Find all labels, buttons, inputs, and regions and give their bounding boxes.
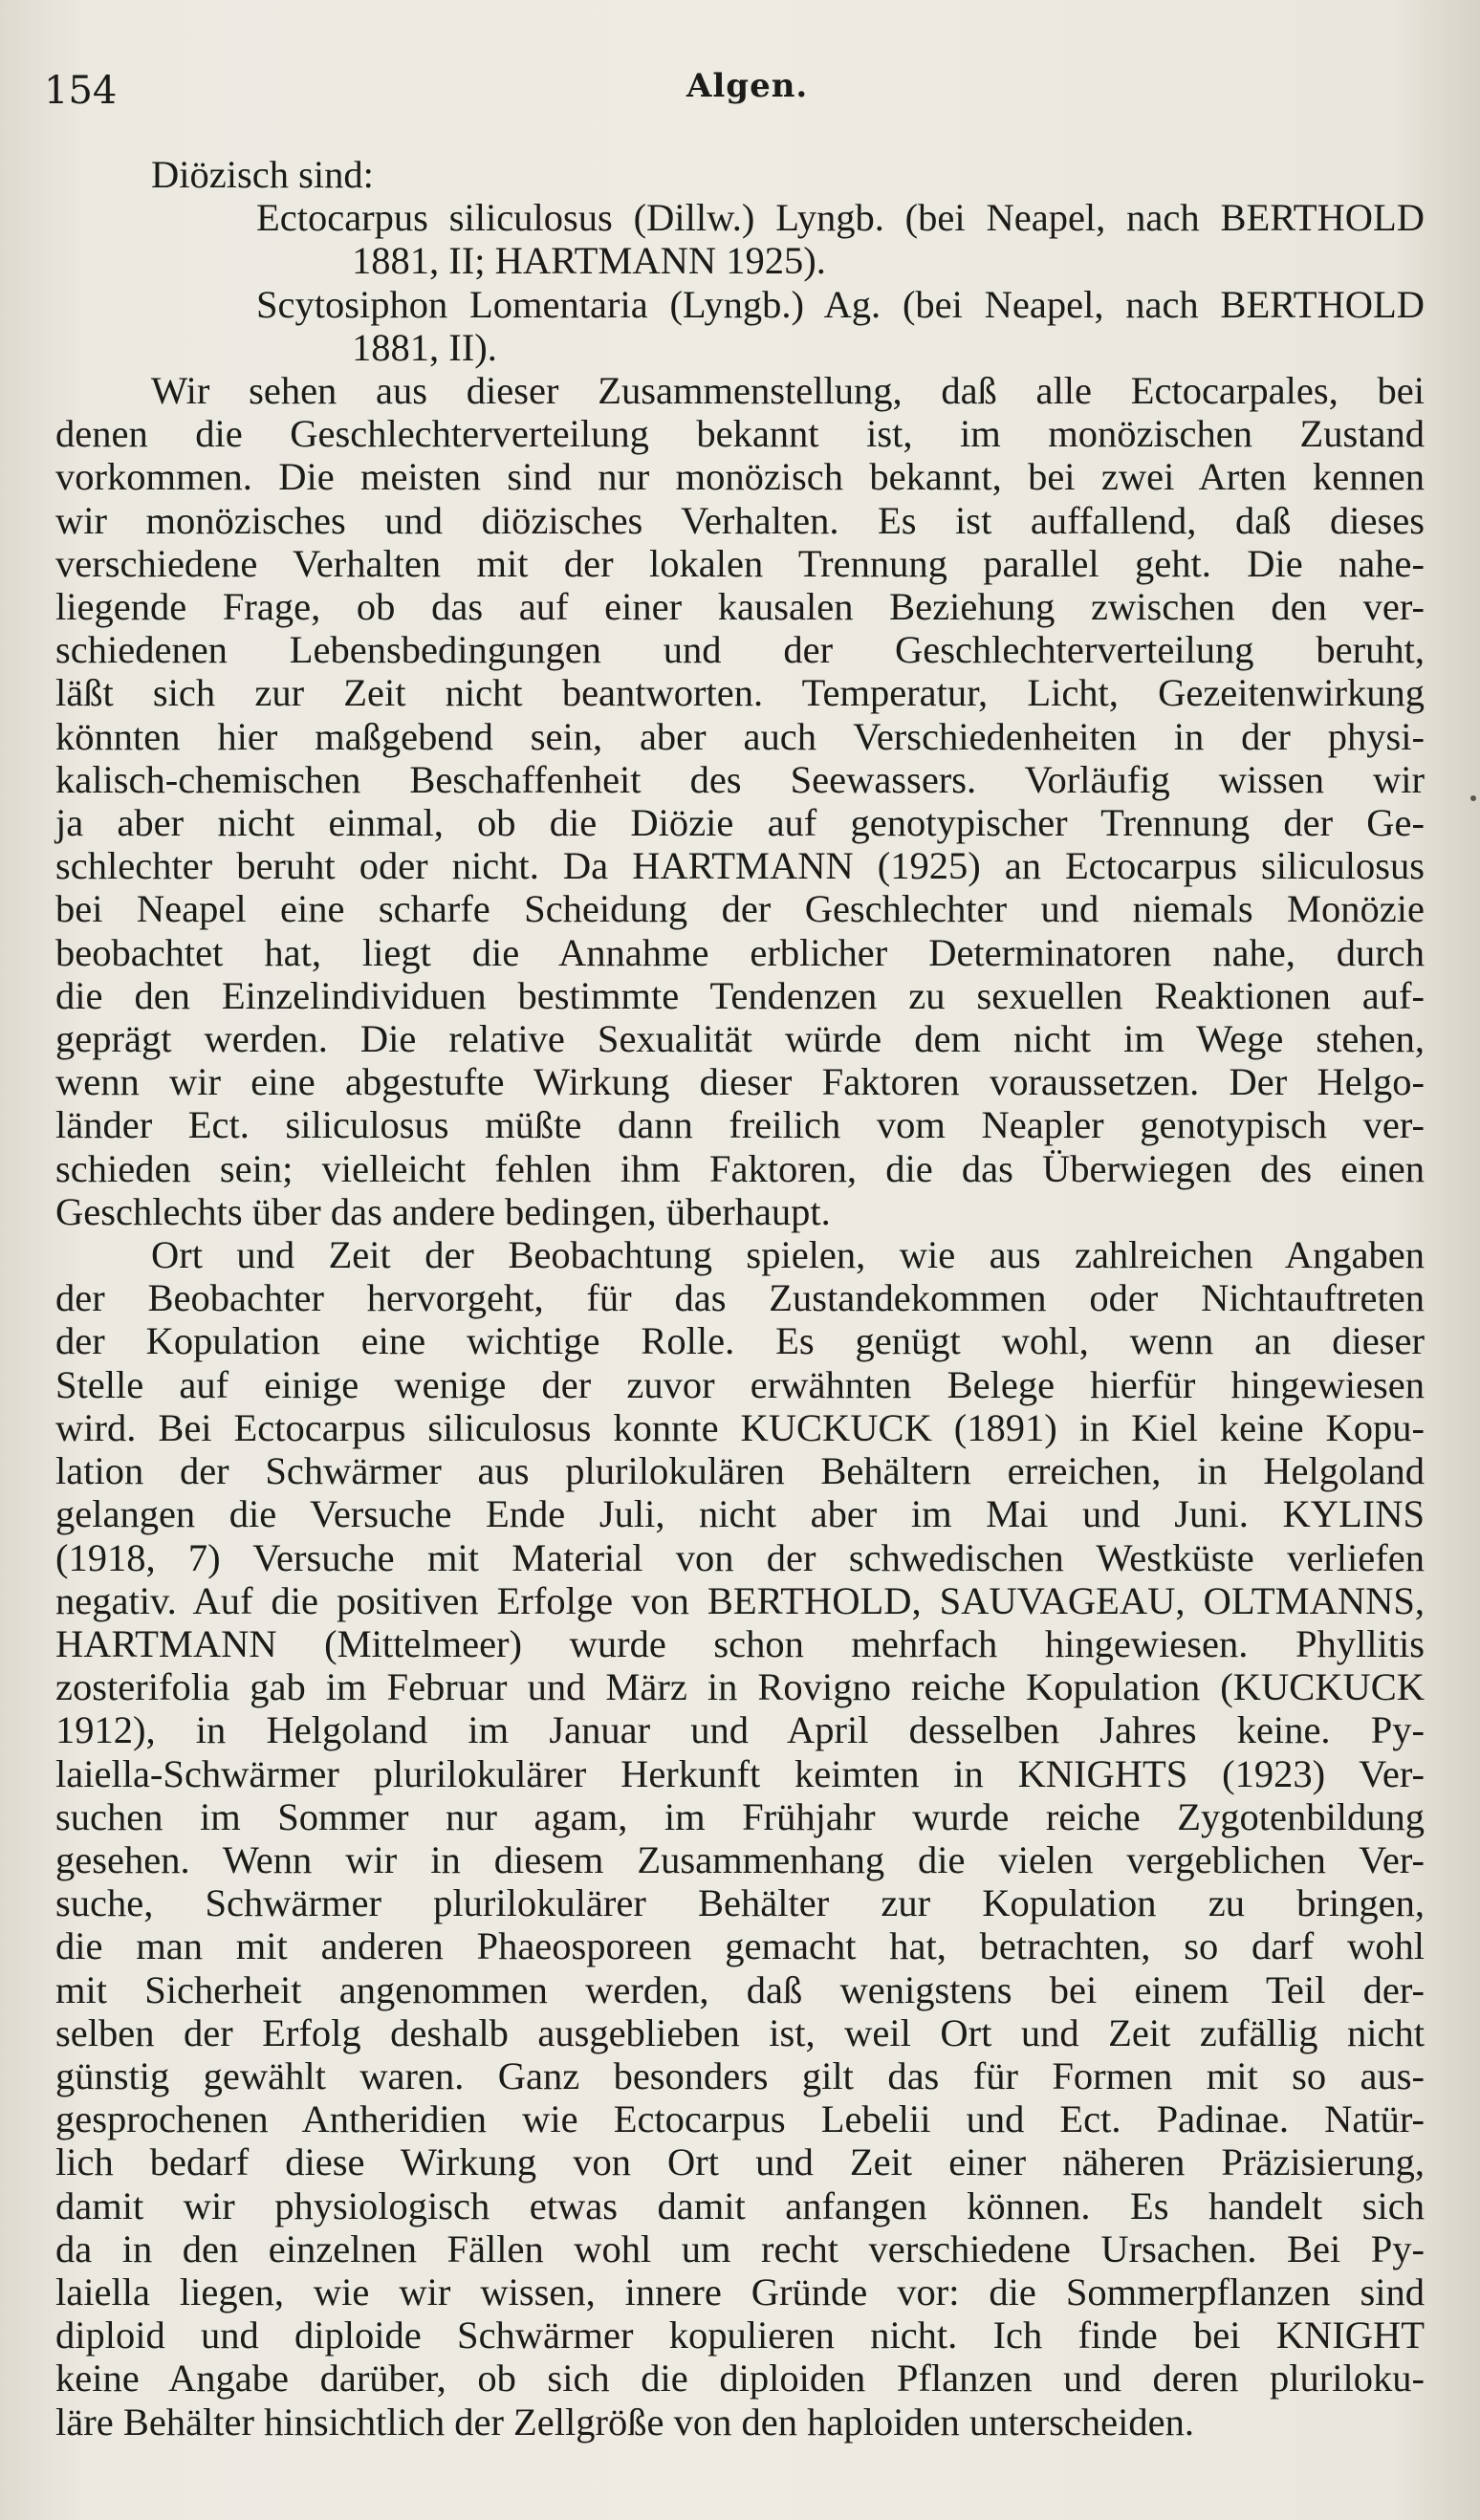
text-line: verschiedene Verhalten mit der lokalen Trennung parallel geht. Die nahe- <box>55 541 1425 585</box>
margin-speck <box>1470 795 1476 801</box>
text-line: geprägt werden. Die relative Sexualität würde dem nicht im Wege stehen, <box>55 1017 1425 1061</box>
text-line: länder Ect. siliculosus müßte dann freilich vom Neapler genotypisch ver- <box>55 1103 1425 1147</box>
text-line: Diözisch sind: <box>151 153 374 196</box>
text-line: liegende Frage, ob das auf einer kausalen Beziehung zwischen den ver- <box>55 585 1425 629</box>
text-line: selben der Erfolg deshalb ausgeblieben ist, weil Ort und Zeit zufällig nicht <box>55 2010 1425 2054</box>
text-line: negativ. Auf die positiven Erfolge von BERTHOLD, SAUVAGEAU, OLTMANNS, <box>55 1578 1425 1622</box>
text-line: gelangen die Versuche Ende Juli, nicht aber im Mai und Juni. KYLINS <box>55 1492 1425 1536</box>
text-line: Ort und Zeit der Beobachtung spielen, wie aus zahlreichen Angaben <box>151 1233 1425 1277</box>
text-line: diploid und diploide Schwärmer kopulieren nicht. Ich finde bei KNIGHT <box>55 2314 1425 2357</box>
text-line: da in den einzelnen Fällen wohl um recht verschiedene Ursachen. Bei Py- <box>55 2227 1425 2270</box>
text-line: denen die Geschlechterverteilung bekannt ist, im monözischen Zustand <box>55 412 1425 456</box>
text-line: könnten hier maßgebend sein, aber auch Verschiedenheiten in der physi- <box>55 714 1425 758</box>
text-line: läßt sich zur Zeit nicht beantworten. Temperatur, Licht, Gezeitenwirkung <box>55 671 1425 715</box>
text-line: (1918, 7) Versuche mit Material von der schwedischen Westküste verliefen <box>55 1535 1425 1579</box>
text-line: 1881, II; HARTMANN 1925). <box>352 239 826 283</box>
text-line: wird. Bei Ectocarpus siliculosus konnte KUCKUCK (1891) in Kiel keine Kopu- <box>55 1405 1425 1449</box>
text-line: laiella liegen, wie wir wissen, innere Gründe vor: die Sommerpflanzen sind <box>55 2270 1425 2314</box>
text-line: schieden sein; vielleicht fehlen ihm Faktoren, die das Überwiegen des einen <box>55 1146 1425 1190</box>
text-line: Scytosiphon Lomentaria (Lyngb.) Ag. (bei Neapel, nach BERTHOLD <box>256 282 1425 326</box>
text-line: keine Angabe darüber, ob sich die diploiden Pflanzen und deren pluriloku- <box>55 2357 1425 2401</box>
text-line: wir monözisches und diözisches Verhalten. Es ist auffallend, daß dieses <box>55 498 1425 542</box>
text-line: schlechter beruht oder nicht. Da HARTMANN (1925) an Ectocarpus siliculosus <box>55 844 1425 888</box>
text-line: läre Behälter hinsichtlich der Zellgröße von den haploiden unterscheiden. <box>55 2400 1194 2444</box>
page-number: 154 <box>44 69 118 113</box>
text-line: gesprochenen Antheridien wie Ectocarpus Lebelii und Ect. Padinae. Natür- <box>55 2097 1425 2141</box>
text-line: ja aber nicht einmal, ob die Diözie auf genotypischer Trennung der Ge- <box>55 801 1425 845</box>
text-line: beobachtet hat, liegt die Annahme erblicher Determinatoren nahe, durch <box>55 930 1425 974</box>
text-line: laiella-Schwärmer plurilokulärer Herkunft keimten in KNIGHTS (1923) Ver- <box>55 1751 1425 1795</box>
text-line: schiedenen Lebensbedingungen und der Geschlechterverteilung beruht, <box>55 628 1425 672</box>
text-line: damit wir physiologisch etwas damit anfangen können. Es handelt sich <box>55 2183 1425 2227</box>
text-line: Geschlechts über das andere bedingen, überhaupt. <box>55 1189 831 1233</box>
text-line: kalisch-chemischen Beschaffenheit des Seewassers. Vorläufig wissen wir <box>55 757 1425 801</box>
text-line: gesehen. Wenn wir in diesem Zusammenhang die vielen vergeblichen Ver- <box>55 1837 1425 1881</box>
text-line: die den Einzelindividuen bestimmte Tendenzen zu sexuellen Reaktionen auf- <box>55 973 1425 1017</box>
text-line: der Kopulation eine wichtige Rolle. Es genügt wohl, wenn an dieser <box>55 1319 1425 1363</box>
text-line: bei Neapel eine scharfe Scheidung der Geschlechter und niemals Monözie <box>55 887 1425 931</box>
running-head: Algen. <box>686 67 809 105</box>
text-line: zosterifolia gab im Februar und März in Rovigno reiche Kopulation (KUCKUCK <box>55 1665 1425 1709</box>
text-line: HARTMANN (Mittelmeer) wurde schon mehrfach hingewiesen. Phyllitis <box>55 1621 1425 1665</box>
text-line: lich bedarf diese Wirkung von Ort und Zeit einer näheren Präzisierung, <box>55 2140 1425 2184</box>
text-line: suchen im Sommer nur agam, im Frühjahr wurde reiche Zygotenbildung <box>55 1794 1425 1838</box>
text-line: mit Sicherheit angenommen werden, daß wenigstens bei einem Teil der- <box>55 1967 1425 2011</box>
text-line: 1912), in Helgoland im Januar und April desselben Jahres keine. Py- <box>55 1708 1425 1752</box>
text-line: der Beobachter hervorgeht, für das Zustandekommen oder Nichtauftreten <box>55 1276 1425 1320</box>
text-line: Stelle auf einige wenige der zuvor erwähnten Belege hierfür hingewiesen <box>55 1362 1425 1406</box>
text-line: Ectocarpus siliculosus (Dillw.) Lyngb. (bei Neapel, nach BERTHOLD <box>256 196 1425 240</box>
text-line: wenn wir eine abgestufte Wirkung dieser Faktoren voraussetzen. Der Helgo- <box>55 1060 1425 1104</box>
text-line: günstig gewählt waren. Ganz besonders gilt das für Formen mit so aus- <box>55 2053 1425 2097</box>
text-line: suche, Schwärmer plurilokulärer Behälter zur Kopulation zu bringen, <box>55 1881 1425 1925</box>
text-line: 1881, II). <box>352 325 497 369</box>
body-text <box>55 153 1425 2444</box>
text-line: lation der Schwärmer aus plurilokulären Behältern erreichen, in Helgoland <box>55 1449 1425 1493</box>
text-line: Wir sehen aus dieser Zusammenstellung, daß alle Ectocarpales, bei <box>151 369 1425 413</box>
text-line: die man mit anderen Phaeosporeen gemacht hat, betrachten, so darf wohl <box>55 1924 1425 1968</box>
text-line: vorkommen. Die meisten sind nur monözisch bekannt, bei zwei Arten kennen <box>55 455 1425 499</box>
